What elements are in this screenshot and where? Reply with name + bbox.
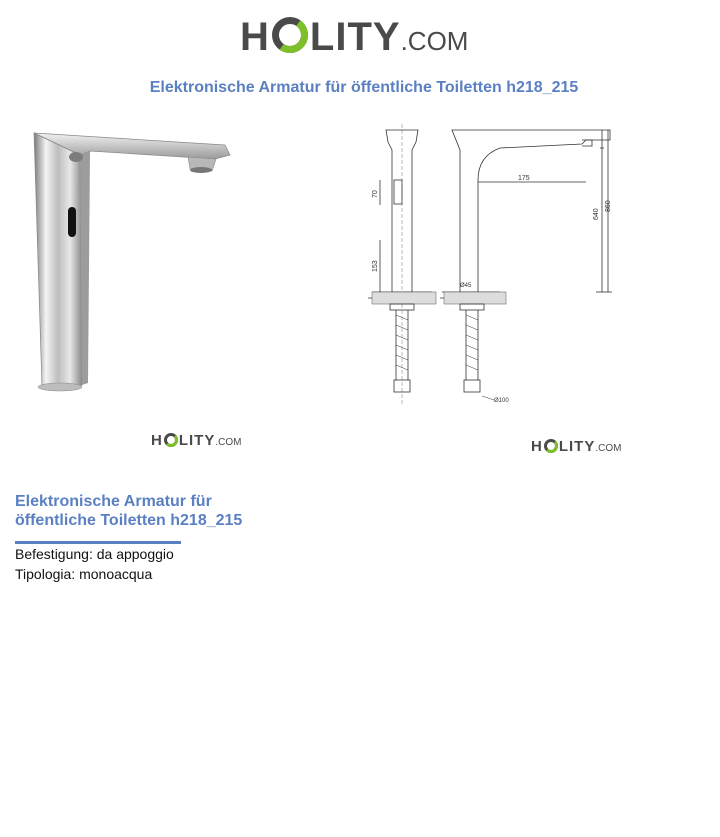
page-title: Elektronische Armatur für öffentliche Toiletten h218_215 [149, 79, 579, 96]
spec-label: Befestigung: [15, 546, 93, 562]
product-photo [20, 115, 245, 405]
holity-logo-small [151, 431, 241, 449]
holity-logo-small [531, 437, 621, 455]
product-title [15, 492, 275, 530]
product-title-line-1: Elektronische Armatur für [15, 493, 212, 510]
logo-word: LITY [309, 15, 401, 59]
drawing-dim-hose: Ø100 [494, 398, 509, 404]
drawing-dim-175: 175 [518, 175, 530, 182]
spec-value: monoacqua [79, 566, 153, 582]
spec-value: da appoggio [96, 546, 174, 562]
product-title-line-2: öffentliche Toiletten h218_215 [15, 512, 243, 529]
holity-logo[interactable] [240, 14, 468, 74]
logo-word: LITY [558, 438, 596, 455]
logo-o-icon [164, 433, 178, 447]
logo-domain: .COM [595, 443, 622, 454]
logo-o-icon [544, 439, 558, 453]
drawing-dim-base: Ø45 [460, 283, 472, 289]
drawing-dim-860: 860 [605, 200, 612, 212]
spec-fastening [15, 546, 174, 562]
logo-letter-h: H [151, 432, 163, 449]
logo-o-icon [272, 17, 308, 53]
logo-letter-h: H [240, 15, 270, 59]
spec-label: Tipologia: [15, 566, 76, 582]
drawing-dim-153: 153 [372, 260, 379, 272]
technical-drawing [360, 120, 620, 410]
title-divider [15, 541, 181, 544]
logo-word: LITY [178, 432, 216, 449]
drawing-dim-70: 70 [372, 190, 379, 198]
logo-domain: .COM [215, 437, 242, 448]
drawing-dim-640: 640 [593, 208, 600, 220]
spec-type [15, 566, 152, 582]
logo-domain: .COM [400, 26, 469, 56]
logo-letter-h: H [531, 438, 543, 455]
